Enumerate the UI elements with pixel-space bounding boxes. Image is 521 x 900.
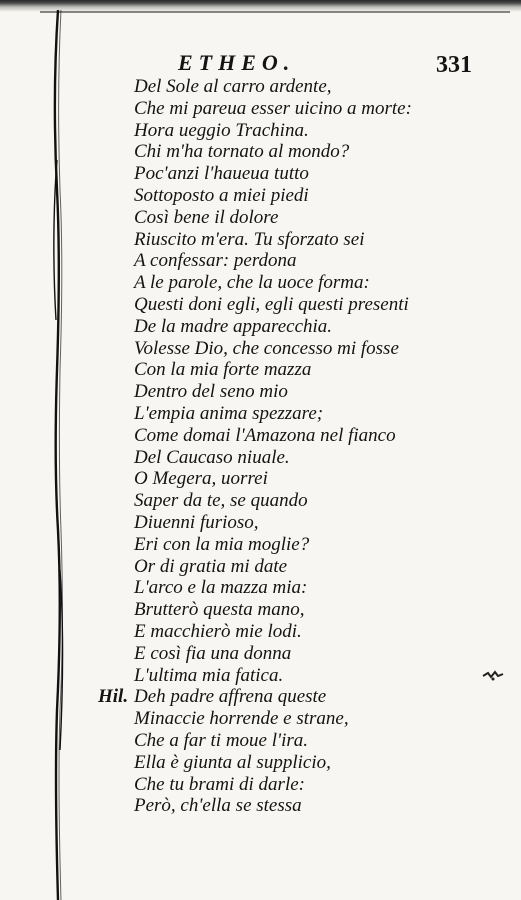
verse-text: Del Caucaso niuale. bbox=[134, 446, 290, 468]
verse-text: Così bene il dolore bbox=[134, 206, 279, 228]
verse-line bbox=[134, 272, 412, 294]
verse-line bbox=[134, 795, 412, 817]
verse-line bbox=[134, 381, 412, 403]
verse-text: Diuenni furioso, bbox=[134, 511, 259, 533]
verse-line bbox=[134, 163, 412, 185]
verse-text: Minaccie horrende e strane, bbox=[134, 708, 349, 730]
verse-line bbox=[134, 229, 412, 251]
verse-text: Deh padre affrena queste bbox=[134, 686, 327, 708]
verse-line bbox=[134, 708, 412, 730]
verse-line bbox=[134, 120, 412, 142]
verse-line bbox=[134, 141, 412, 163]
verse-line bbox=[134, 403, 412, 425]
verse-line bbox=[134, 468, 412, 490]
verse-line bbox=[134, 774, 412, 796]
ink-blot bbox=[482, 668, 504, 682]
verse-line bbox=[134, 490, 412, 512]
verse-text: Poc'anzi l'haueua tutto bbox=[134, 163, 309, 185]
top-border-rule bbox=[40, 11, 510, 13]
verse-text: E così fia una donna bbox=[134, 642, 292, 664]
speaker-label: Hil. bbox=[98, 686, 129, 708]
verse-line bbox=[134, 98, 412, 120]
verse-text: Chi m'ha tornato al mondo? bbox=[134, 141, 350, 163]
verse-text: A confessar: perdona bbox=[134, 250, 297, 272]
verse-line bbox=[134, 643, 412, 665]
verse-text: Che a far ti moue l'ira. bbox=[134, 729, 309, 751]
verse-text: Questi doni egli, egli questi presenti bbox=[134, 293, 409, 315]
verse-list bbox=[98, 76, 412, 817]
verse-text: Con la mia forte mazza bbox=[134, 359, 312, 381]
verse-text: L'ultima mia fatica. bbox=[134, 664, 284, 686]
verse-text: Che mi pareua esser uicino a morte: bbox=[134, 97, 412, 119]
verse-line bbox=[134, 294, 412, 316]
verse-text: Del Sole al carro ardente, bbox=[134, 76, 332, 97]
verse-line bbox=[134, 447, 412, 469]
verse-text: Eri con la mia moglie? bbox=[134, 533, 310, 555]
binding-spine bbox=[50, 10, 66, 900]
verse-line bbox=[134, 359, 412, 381]
verse-line bbox=[134, 207, 412, 229]
verse-line bbox=[134, 512, 412, 534]
verse-text: L'arco e la mazza mia: bbox=[134, 577, 308, 599]
verse-text: Ella è giunta al supplicio, bbox=[134, 751, 331, 773]
verse-line bbox=[134, 250, 412, 272]
page-number: 331 bbox=[436, 52, 472, 78]
verse-text: E macchierò mie lodi. bbox=[134, 620, 302, 642]
verse-text: Saper da te, se quando bbox=[134, 490, 308, 512]
verse-line bbox=[134, 665, 412, 687]
verse-line bbox=[134, 316, 412, 338]
verse-line bbox=[134, 76, 412, 98]
verse-line bbox=[134, 338, 412, 360]
verse-line bbox=[134, 599, 412, 621]
verse-text: Che tu brami di darle: bbox=[134, 773, 305, 795]
verse-text: O Megera, uorrei bbox=[134, 468, 268, 490]
verse-text: Però, ch'ella se stessa bbox=[134, 795, 302, 817]
verse-text: Dentro del seno mio bbox=[134, 381, 288, 403]
verse-line bbox=[134, 752, 412, 774]
verse-text: Come domai l'Amazona nel fianco bbox=[134, 424, 396, 446]
verse-text: Volesse Dio, che concesso mi fosse bbox=[134, 337, 399, 359]
verse-text: Hora ueggio Trachina. bbox=[134, 119, 309, 141]
verse-line bbox=[134, 185, 412, 207]
verse-line bbox=[134, 556, 412, 578]
verse-line bbox=[134, 730, 412, 752]
running-head: ETHEO. bbox=[178, 50, 296, 75]
verse-text: Brutterò questa mano, bbox=[134, 599, 305, 621]
verse-text: L'empia anima spezzare; bbox=[134, 402, 324, 424]
verse-line bbox=[134, 621, 412, 643]
verse-line bbox=[134, 425, 412, 447]
verse-text: A le parole, che la uoce forma: bbox=[134, 272, 370, 294]
verse-text: Sottoposto a miei piedi bbox=[134, 184, 309, 206]
verse-line bbox=[134, 577, 412, 599]
verse-line bbox=[134, 534, 412, 556]
verse-line bbox=[98, 686, 412, 708]
verse-text: Riuscito m'era. Tu sforzato sei bbox=[134, 228, 365, 250]
verse-text: De la madre apparecchia. bbox=[134, 315, 333, 337]
verse-text: Or di gratia mi date bbox=[134, 555, 288, 577]
